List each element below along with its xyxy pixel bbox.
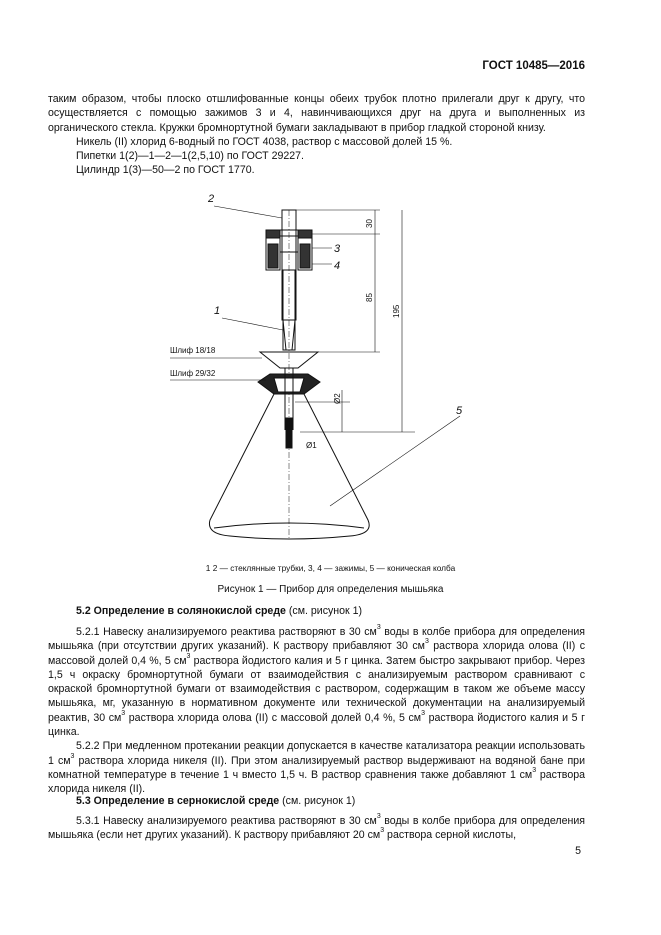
intro-paragraph-2: Никель (II) хлорид 6-водный по ГОСТ 4038, раствор с массовой долей 15 %. — [76, 135, 453, 148]
arsenic-apparatus-figure — [170, 190, 490, 558]
intro-paragraph-1: таким образом, чтобы плоско отшлифованные концы обеих трубок плотно прилегали друг к другу, что осуществляется с помощью зажимов 3 и 4, навинчивающихся друг на друга и выполненных из органического стекла. Кружки бромнортутной бумаги закладывают в прибор гладкой стороной книзу. — [48, 93, 585, 134]
dim-dia2: Ø2 — [333, 393, 342, 404]
p531-c: раствора серной кислоты, — [384, 829, 517, 842]
figure-label-2: 2 — [208, 193, 215, 205]
section-5-2-ref: (см. рисунок 1) — [285, 605, 363, 617]
p521-b: воды в колбе прибора для определения мышьяка (при отсутствии других указаний). К раствору прибавляют 30 см — [48, 626, 585, 653]
figure-label-4: 4 — [334, 260, 341, 272]
section-5-2-heading — [76, 605, 362, 617]
sup: 3 — [121, 709, 126, 717]
dim-85: 85 — [365, 293, 374, 302]
p521-d: раствора йодистого калия и 5 г цинка. Затем быстро закрывают прибор. Через 1,5 ч окраску бромнортутной бумаги от взаимодействия с анализируемым раствором сравнивают с окраской бромнортутной бумаги от взаимодействия с раствором, содержащим в таком же объеме массу мышьяка, мг, указанную в нормативном документе или технической документации на анализируемый реактив, 30 см — [48, 654, 585, 724]
sup: 3 — [380, 827, 385, 835]
paragraph-5-2-1 — [48, 625, 585, 739]
joint-label-29-32: Шлиф 29/32 — [170, 369, 216, 378]
sup: 3 — [376, 813, 381, 820]
intro-paragraph-3: Пипетки 1(2)—1—2—1(2,5,10) по ГОСТ 29227. — [76, 150, 304, 163]
p521-a: 5.2.1 Навеску анализируемого реактива растворяют в 30 см — [76, 626, 377, 638]
paragraph-5-3-1 — [48, 814, 585, 843]
dim-195: 195 — [392, 304, 401, 318]
p522-a: 5.2.2 При медленном протекании реакции допускается в качестве катализатора реакции использовать 1 см — [48, 740, 585, 767]
figure-caption: Рисунок 1 — Прибор для определения мышьяка — [217, 584, 444, 595]
figure-legend: 1 2 — стеклянные трубки, 3, 4 — зажимы, 5 — коническая колба — [205, 563, 456, 573]
figure-label-3: 3 — [334, 243, 341, 255]
figure-label-5: 5 — [456, 405, 463, 417]
section-5-2-title: 5.2 Определение в солянокислой среде — [76, 605, 286, 617]
dim-30: 30 — [365, 219, 374, 228]
section-5-3-title: 5.3 Определение в сернокислой среде — [76, 795, 280, 807]
p521-e: раствора хлорида олова (II) с массовой долей 0,4 %, 5 см — [125, 711, 422, 724]
sup: 3 — [376, 624, 381, 631]
figure-label-1: 1 — [214, 305, 221, 317]
section-5-3-body — [48, 814, 585, 843]
intro-paragraph-4: Цилиндр 1(3)—50—2 по ГОСТ 1770. — [76, 164, 255, 177]
section-5-2-body — [48, 625, 585, 797]
p531-a: 5.3.1 Навеску анализируемого реактива растворяют в 30 см — [76, 815, 377, 827]
sup: 3 — [70, 752, 75, 760]
sup: 3 — [424, 638, 429, 646]
dim-dia1: Ø1 — [306, 441, 317, 450]
intro-text — [48, 92, 585, 178]
p522-b: раствора хлорида никеля (II). При этом анализируемый раствор выдерживают на водяной бане при комнатной температуре в течение 1 ч вместо 1,5 ч. В раствор сравнения также добавляют 1 см — [48, 754, 585, 781]
page-number: 5 — [575, 845, 581, 857]
section-5-3-ref: (см. рисунок 1) — [279, 795, 356, 807]
p521-c: раствора хлорида олова (II) с массовой долей 0,4 %, 5 см — [48, 640, 585, 667]
sup: 3 — [421, 709, 425, 717]
p531-b: воды в колбе прибора для определения мышьяка (если нет других указаний). К раствору прибавляют 20 см — [48, 815, 585, 842]
p521-f: раствора йодистого калия и 5 г цинка. — [48, 711, 585, 739]
section-5-3-heading — [76, 795, 355, 807]
sup: 3 — [186, 652, 191, 660]
sup: 3 — [532, 766, 537, 774]
p522-c: раствора хлорида никеля (II). — [48, 768, 585, 796]
joint-label-18-18: Шлиф 18/18 — [170, 346, 216, 355]
paragraph-5-2-2 — [48, 739, 585, 796]
document-header: ГОСТ 10485—2016 — [482, 60, 585, 72]
